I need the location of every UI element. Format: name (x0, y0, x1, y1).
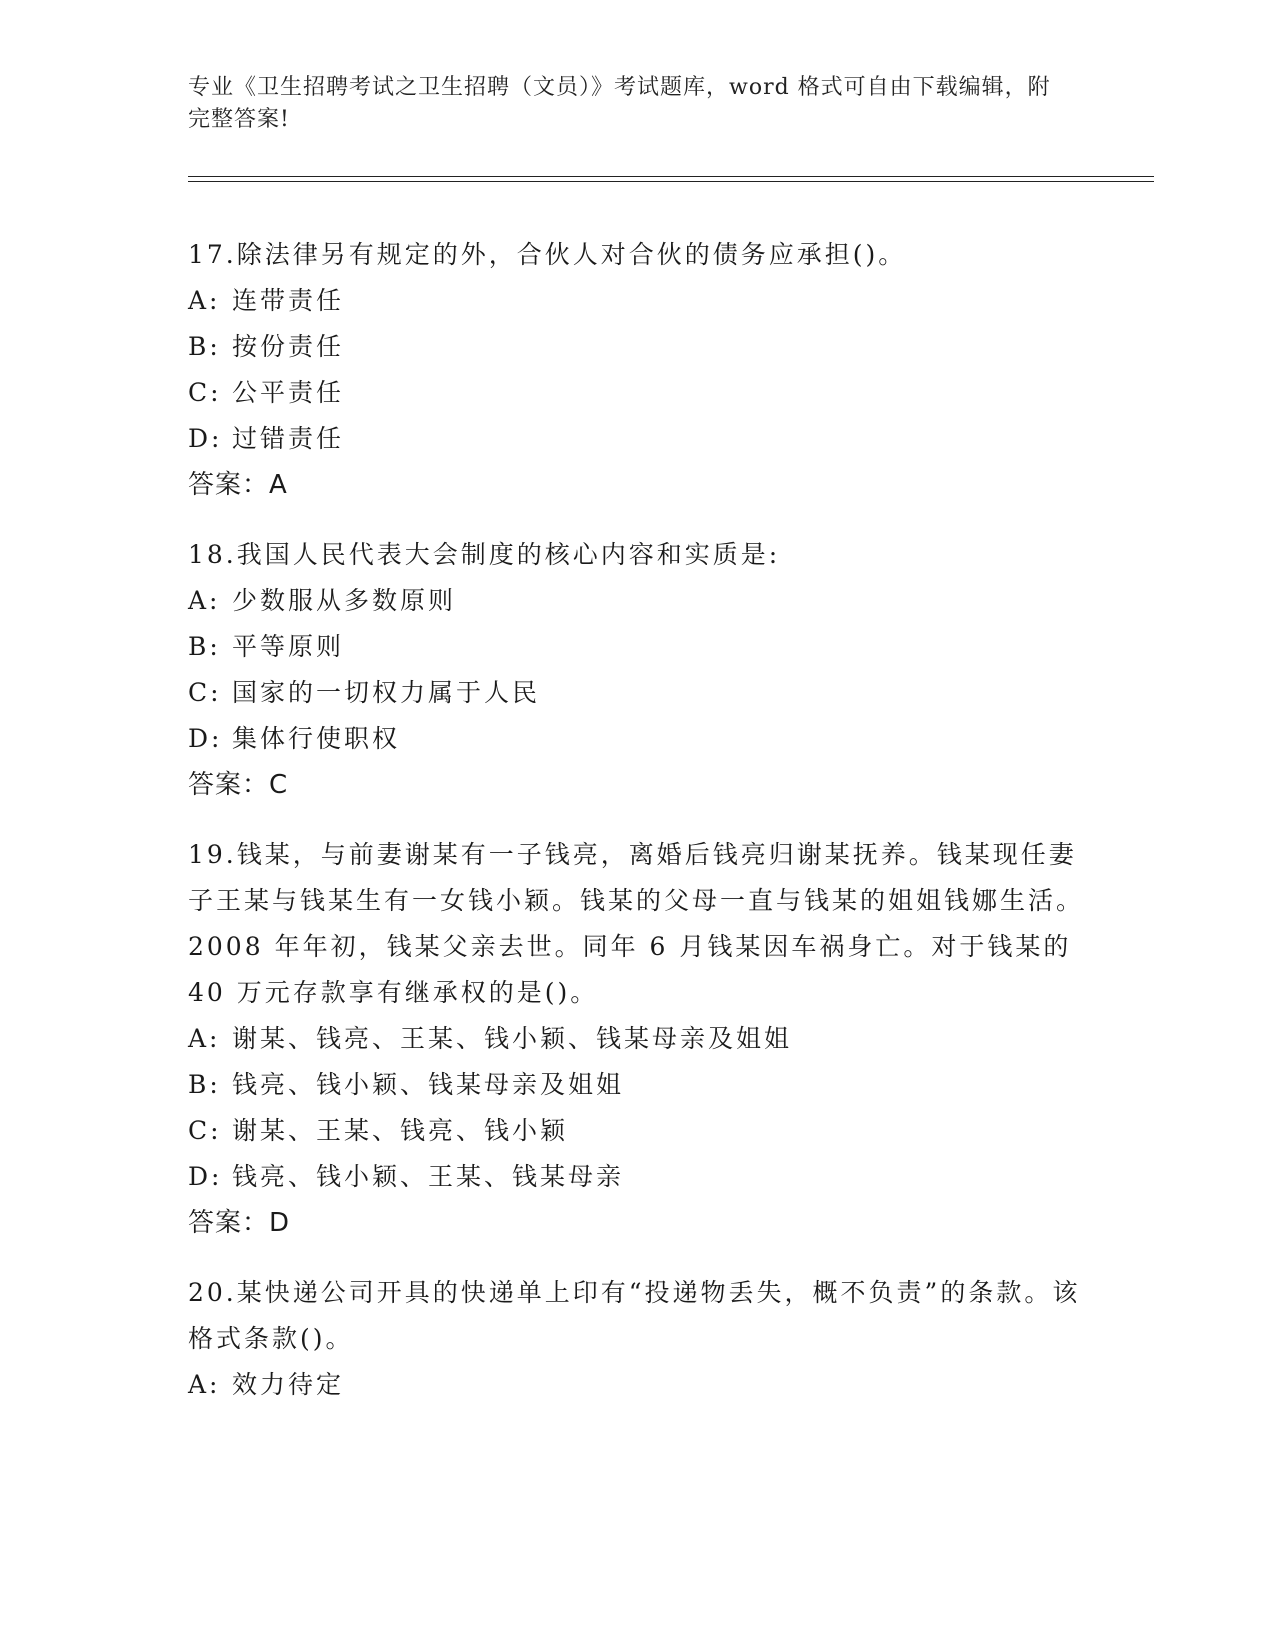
option-a (188, 278, 1088, 324)
option-text: 钱亮、钱小颖、钱某母亲及姐姐 (232, 1070, 625, 1099)
option-text: 平等原则 (232, 632, 345, 661)
option-text: 过错责任 (232, 424, 345, 453)
option-text: 钱亮、钱小颖、王某、钱某母亲 (232, 1162, 625, 1191)
option-a (188, 1362, 1088, 1408)
question-19 (188, 832, 1088, 1246)
question-17 (188, 232, 1088, 508)
answer-line: 答案：C (188, 770, 289, 800)
option-letter: C: (188, 678, 222, 707)
option-letter: A: (188, 586, 221, 615)
question-18 (188, 532, 1088, 808)
option-d (188, 1154, 1088, 1200)
question-stem: 18.我国人民代表大会制度的核心内容和实质是: (188, 540, 781, 569)
option-text: 谢某、王某、钱亮、钱小颖 (232, 1116, 569, 1145)
question-stem: 19.钱某，与前妻谢某有一子钱亮，离婚后钱亮归谢某抚养。钱某现任妻子王某与钱某生有一女钱小颖。钱某的父母一直与钱某的姐姐钱娜生活。2008 年年初，钱某父亲去世。同年 6 月钱某因车祸身亡。对于钱某的 40 万元存款享有继承权的是()。 (188, 840, 1085, 1007)
option-letter: A: (188, 1024, 221, 1053)
option-d (188, 716, 1088, 762)
option-text: 集体行使职权 (232, 724, 401, 753)
option-text: 少数服从多数原则 (232, 586, 457, 615)
option-text: 效力待定 (232, 1370, 345, 1399)
option-text: 国家的一切权力属于人民 (232, 678, 541, 707)
answer-line: 答案：A (188, 470, 288, 500)
answer-line: 答案：D (188, 1208, 291, 1238)
question-20 (188, 1270, 1088, 1408)
option-text: 谢某、钱亮、王某、钱小颖、钱某母亲及姐姐 (232, 1024, 793, 1053)
option-letter: B: (188, 332, 221, 361)
option-b (188, 624, 1088, 670)
option-c (188, 370, 1088, 416)
option-letter: B: (188, 1070, 221, 1099)
option-text: 公平责任 (232, 378, 345, 407)
option-d (188, 416, 1088, 462)
option-letter: C: (188, 378, 222, 407)
option-b (188, 324, 1088, 370)
option-letter: D: (188, 1162, 223, 1191)
header-divider (188, 176, 1154, 182)
question-stem: 17.除法律另有规定的外，合伙人对合伙的债务应承担()。 (188, 240, 907, 269)
option-letter: C: (188, 1116, 222, 1145)
option-c (188, 1108, 1088, 1154)
option-a (188, 578, 1088, 624)
option-letter: B: (188, 632, 221, 661)
option-b (188, 1062, 1088, 1108)
option-letter: D: (188, 424, 223, 453)
option-c (188, 670, 1088, 716)
option-a (188, 1016, 1088, 1062)
option-text: 连带责任 (232, 286, 345, 315)
question-list (188, 232, 1088, 1432)
option-letter: A: (188, 286, 221, 315)
document-header: 专业《卫生招聘考试之卫生招聘（文员）》考试题库，word 格式可自由下载编辑，附完整答案! (188, 75, 1051, 132)
option-letter: D: (188, 724, 223, 753)
question-stem: 20.某快递公司开具的快递单上印有“投递物丢失，概不负责”的条款。该格式条款()。 (188, 1278, 1081, 1353)
option-letter: A: (188, 1370, 221, 1399)
option-text: 按份责任 (232, 332, 345, 361)
